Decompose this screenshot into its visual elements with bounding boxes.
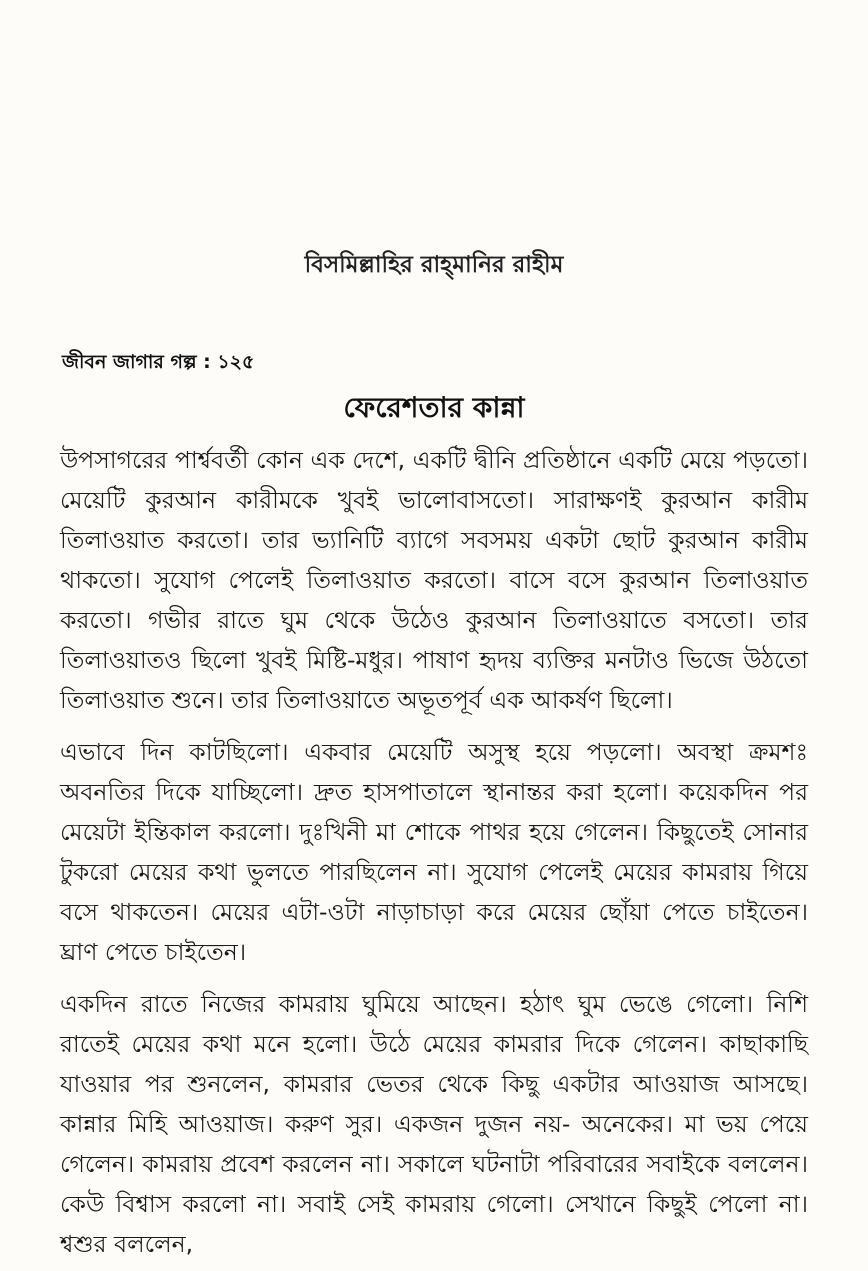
story-title: ফেরেশতার কান্না (343, 391, 525, 424)
paragraph-2: এভাবে দিন কাটছিলো। একবার মেয়েটি অসুস্থ হয়ে পড়লো। অবস্থা ক্রমশঃ অবনতির দিকে যাচ্ছিলো। দ্রুত হাসপাতালে স্থানান্তর করা হলো। কয়েকদিন পর মেয়েটা ইন্তিকাল করলো। দুঃখিনী মা শোকে পাথর হয়ে গেলেন। কিছুতেই সোনার টুকরো মেয়ের কথা ভুলতে পারছিলেন না। সুযোগ পেলেই মেয়ের কামরায় গিয়ে বসে থাকতেন। মেয়ের এটা-ওটা নাড়াচাড়া করে মেয়ের ছোঁয়া পেতে চাইতেন। ঘ্রাণ পেতে চাইতেন। (60, 738, 808, 966)
bismillah-heading: বিসমিল্লাহির রাহ্‌মানির রাহীম (304, 252, 564, 278)
story-body (60, 440, 808, 1264)
paragraph-1: উপসাগরের পার্শ্ববর্তী কোন এক দেশে, একটি দ্বীনি প্রতিষ্ঠানে একটি মেয়ে পড়তো। মেয়েটি কুরআন কারীমকে খুবই ভালোবাসতো। সারাক্ষণই কুরআন কারীম তিলাওয়াত করতো। তার ভ্যানিটি ব্যাগে সবসময় একটা ছোট কুরআন কারীম থাকতো। সুযোগ পেলেই তিলাওয়াত করতো। বাসে বসে কুরআন তিলাওয়াত করতো। গভীর রাতে ঘুম থেকে উঠেও কুরআন তিলাওয়াতে বসতো। তার তিলাওয়াতও ছিলো খুবই মিষ্টি-মধুর। পাষাণ হৃদয় ব্যক্তির মনটাও ভিজে উঠতো তিলাওয়াত শুনে। তার তিলাওয়াতে অভূতপূর্ব এক আকর্ষণ ছিলো। (60, 446, 808, 714)
paragraph-3: একদিন রাতে নিজের কামরায় ঘুমিয়ে আছেন। হঠাৎ ঘুম ভেঙে গেলো। নিশি রাতেই মেয়ের কথা মনে হলো। উঠে মেয়ের কামরার দিকে গেলেন। কাছাকাছি যাওয়ার পর শুনলেন, কামরার ভেতর থেকে কিছু একটার আওয়াজ আসছে। কান্নার মিহি আওয়াজ। করুণ সুর। একজন দুজন নয়- অনেকের। মা ভয় পেয়ে গেলেন। কামরায় প্রবেশ করলেন না। সকালে ঘটনাটা পরিবারের সবাইকে বললেন। কেউ বিশ্বাস করলো না। সবাই সেই কামরায় গেলো। সেখানে কিছুই পেলো না। শ্বশুর বললেন, (60, 990, 808, 1258)
series-label: জীবন জাগার গল্প : ১২৫ (62, 351, 255, 373)
